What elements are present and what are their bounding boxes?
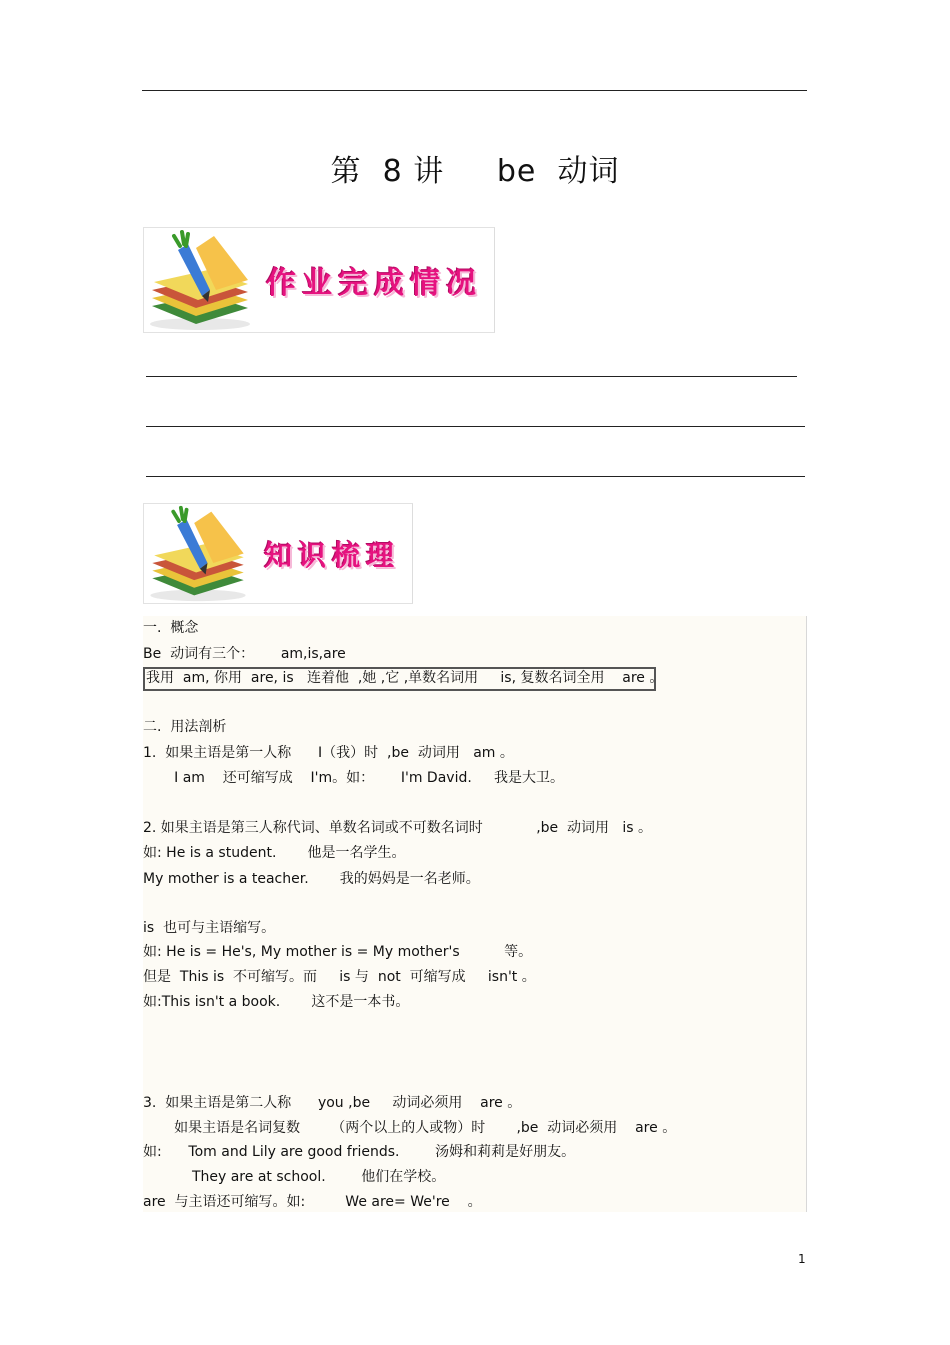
text-line: 但是 This is 不可缩写。而 is 与 not 可缩写成 isn't 。 [143,969,536,985]
text-line: Be 动词有三个： am,is,are [143,646,346,662]
text-line: 如: He is a student. 他是一名学生。 [143,845,406,861]
header-rule [142,90,807,91]
text-line: My mother is a teacher. 我的妈妈是一名老师。 [143,871,480,887]
text-line: 如:This isn't a book. 这不是一本书。 [143,994,410,1010]
text-line: 2. 如果主语是第三人称代词、单数名词或不可数名词时 ,be 动词用 is 。 [143,820,653,836]
homework-banner [143,227,495,333]
highlight-rule-box: 我用 am, 你用 are, is 连着他 ,她 ,它 ,单数名词用 is, 复数名词全用 are 。 [143,667,656,691]
section-heading-usage: 二. 用法剖析 [143,719,227,735]
section-heading-concept: 一. 概念 [143,620,199,636]
page-number: 1 [798,1252,806,1266]
answer-line-2 [146,426,805,427]
text-line: 如: He is = He's, My mother is = My mother's 等。 [143,944,533,960]
books-pencil-icon [144,228,256,332]
text-line: are 与主语还可缩写。如: We are= We're 。 [143,1194,482,1210]
answer-line-3 [146,476,805,477]
answer-line-1 [146,376,797,377]
page-title: 第 8 讲 be 动词 [330,154,620,189]
text-line: 如果主语是名词复数 （两个以上的人或物）时 ,be 动词必须用 are 。 [143,1120,677,1136]
homework-banner-text: 作业完成情况 [266,266,482,301]
text-line: They are at school. 他们在学校。 [143,1169,446,1185]
books-pencil-icon [144,504,252,603]
text-line: 1. 如果主语是第一人称 I（我）时 ,be 动词用 am 。 [143,745,514,761]
text-line: 3. 如果主语是第二人称 you ,be 动词必须用 are 。 [143,1095,522,1111]
text-line: 如: Tom and Lily are good friends. 汤姆和莉莉是好朋友。 [143,1144,576,1160]
knowledge-banner-text: 知识梳理 [264,538,401,572]
text-line: is 也可与主语缩写。 [143,920,276,936]
knowledge-banner [143,503,413,604]
text-line: I am 还可缩写成 I'm。如： I'm David. 我是大卫。 [143,770,565,786]
